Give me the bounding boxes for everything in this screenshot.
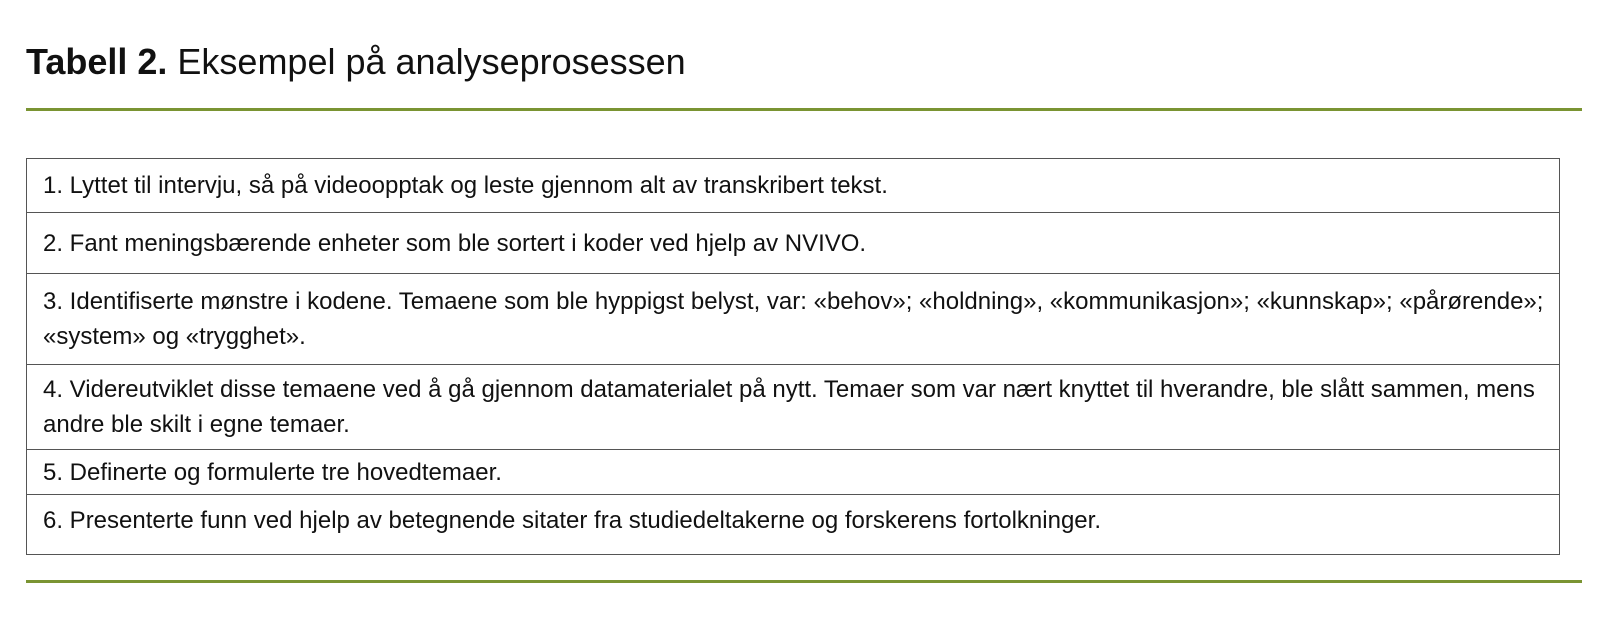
table-row: [27, 212, 1559, 273]
bottom-divider: [26, 580, 1582, 583]
step-text: 5. Definerte og formulerte tre hovedtemaer.: [43, 458, 502, 486]
step-text: 1. Lyttet til intervju, så på videoopptak og leste gjennom alt av transkribert tekst.: [43, 172, 888, 199]
table-row: [27, 364, 1559, 449]
table-row: [27, 159, 1559, 212]
table-caption: [26, 38, 686, 86]
step-text: 4. Videreutviklet disse temaene ved å gå gjennom datamaterialet på nytt. Temaer som var nært knyttet til hverandre, ble slått sammen, mens andre ble skilt i egne temaer.: [43, 376, 1535, 438]
table-caption-text: Eksempel på analyseprosessen: [177, 41, 686, 82]
top-divider: [26, 108, 1582, 111]
table-row: [27, 273, 1559, 364]
analysis-steps-table: [26, 158, 1560, 555]
table-caption-label: Tabell 2.: [26, 41, 168, 82]
step-text: 6. Presenterte funn ved hjelp av betegnende sitater fra studiedeltakerne og forskerens fortolkninger.: [43, 507, 1101, 534]
step-text: 2. Fant meningsbærende enheter som ble sortert i koder ved hjelp av NVIVO.: [43, 229, 867, 257]
table-row: [27, 449, 1559, 494]
step-text: 3. Identifiserte mønstre i kodene. Temaene som ble hyppigst belyst, var: «behov»; «holdning», «kommunikasjon»; «kunnskap»; «pårørende»; «system» og «trygghet».: [43, 288, 1544, 350]
table-row: [27, 494, 1559, 554]
